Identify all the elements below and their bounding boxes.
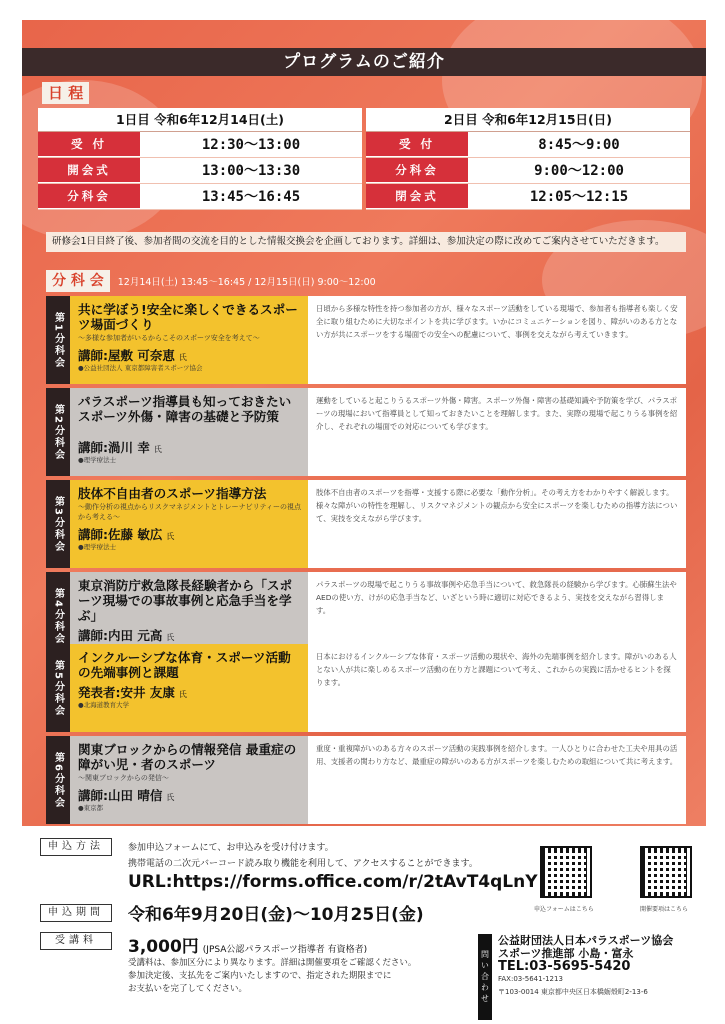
fee-text-2: 参加決定後、支払先をご案内いたしますので、指定された期限までに — [128, 971, 392, 981]
speaker-honorific: 氏 — [178, 353, 187, 362]
row-label: 閉会式 — [366, 184, 468, 209]
program-panel — [22, 20, 706, 826]
session-5 — [46, 644, 686, 732]
speaker-honorific: 氏 — [166, 633, 175, 642]
day2-box — [366, 108, 690, 210]
fee-text-1: 受講料は、参加区分により異なります。詳細は開催要項をご確認ください。 — [128, 958, 417, 968]
session-title: 関東ブロックからの情報発信 最重症の障がい児・者のスポーツ — [78, 742, 297, 772]
day1-box — [38, 108, 362, 210]
day1-header: 1日目 令和6年12月14日(土) — [38, 108, 362, 132]
session-number: 第1分科会 — [46, 296, 70, 384]
contact-info — [498, 934, 673, 999]
speaker-honorific: 氏 — [166, 532, 175, 541]
session-number: 第5分科会 — [46, 644, 70, 732]
session-title: 肢体不自由者のスポーツ指導方法 — [78, 486, 267, 501]
session-description: 運動をしていると起こりうるスポーツ外傷・障害。スポーツ外傷・障害の基礎知識や予防策を学び、パラスポーツの現場において指導員として知っておきたいことを理解します。また、実際の現場で起こりうる事例を紹介し、それぞれの場面での対応についても学びます。 — [308, 388, 686, 476]
day2-row — [366, 184, 690, 210]
schedule-label: 日 程 — [42, 82, 89, 104]
session-number: 第2分科会 — [46, 388, 70, 476]
contact-org: 公益財団法人日本パラスポーツ協会 — [498, 934, 674, 947]
row-label: 受 付 — [38, 132, 140, 157]
session-speaker — [78, 346, 302, 364]
session-title: 東京消防庁救急隊長経験者から「スポーツ現場での事故事例と応急手当を学ぶ」 — [78, 578, 293, 623]
day2-row — [366, 132, 690, 158]
qr-caption-form: 申込フォームはこちら — [534, 906, 594, 913]
session-description: パラスポーツの現場で起こりうる事故事例や応急手当について、救急隊長の経験から学びます。心肺蘇生法やAEDの使い方、けがの応急手当など、いざという時に適切に対応できるよう、実技を交えながら習得します。 — [308, 572, 686, 660]
period-label: 申込期間 — [40, 904, 112, 922]
contact-address: 〒103-0014 東京都中央区日本橋蛎殻町2-13-6 — [498, 988, 648, 996]
bunkakai-schedule: 12月14日(土) 13:45〜16:45 / 12月15日(日) 9:00〜12:00 — [117, 277, 376, 288]
session-speaker — [78, 786, 302, 804]
day1-row — [38, 132, 362, 158]
row-label: 開会式 — [38, 158, 140, 183]
session-speaker — [78, 438, 302, 456]
speaker-affiliation: ●北海道教育大学 — [78, 701, 130, 709]
bunkakai-header — [46, 270, 376, 292]
contact-tel: TEL:03-5695-5420 — [498, 959, 631, 974]
application-url-link[interactable]: URL:https://forms.office.com/r/2tAvT4qLnY — [128, 872, 538, 892]
session-2 — [46, 388, 686, 476]
row-time: 13:00〜13:30 — [201, 163, 301, 179]
row-time: 12:30〜13:00 — [201, 137, 301, 153]
session-speaker — [78, 683, 302, 701]
session-info — [70, 644, 308, 732]
session-number: 第6分科会 — [46, 736, 70, 824]
session-speaker — [78, 525, 302, 543]
contact-fax: FAX:03-5641-1213 — [498, 975, 563, 983]
application-section — [0, 828, 725, 1024]
row-label: 分科会 — [366, 158, 468, 183]
speaker-name: 講師:渦川 幸 — [78, 440, 150, 455]
fee — [128, 932, 367, 957]
speaker-affiliation: ●理学療法士 — [78, 456, 117, 464]
speaker-name: 講師:佐藤 敏広 — [78, 527, 163, 542]
method-label: 申込方法 — [40, 838, 112, 856]
qr-code-form[interactable] — [540, 846, 592, 898]
session-description: 日頃から多様な特性を持つ参加者の方が、様々なスポーツ活動をしている現場で、参加者も指導者も楽しく安全に取り組むために大切なポイントを共に学びます。いかにコミュニケーションを図り、障がいのある方とない方が共にスポーツをする場面での安全への配慮について、事例を交えながら考えていきます。 — [308, 296, 686, 384]
session-title: パラスポーツ指導員も知っておきたいスポーツ外傷・障害の基礎と予防策 — [78, 394, 292, 424]
row-time: 8:45〜9:00 — [538, 137, 620, 153]
session-3 — [46, 480, 686, 568]
session-subtitle: 〜動作分析の視点からリスクマネジメントとトレーナビリティーの視点から考える〜 — [78, 503, 301, 521]
session-description: 肢体不自由者のスポーツを指導・支援する際に必要な「動作分析」。その考え方をわかりやすく解説します。様々な障がいの特性を理解し、リスクマネジメントの観点から安全にスポーツを楽しむための指導方法について、実技を交えながら学びます。 — [308, 480, 686, 568]
qr-code-guidelines[interactable] — [640, 846, 692, 898]
session-info — [70, 736, 308, 824]
session-speaker — [78, 626, 302, 644]
contact-dept: スポーツ推進部 小島・富永 — [498, 947, 634, 960]
session-description: 重度・重複障がいのある方々のスポーツ活動の実践事例を紹介します。一人ひとりに合わせた工夫や用具の活用、支援者の関わり方など、最重症の障がいのある方がスポーツを楽しむための取組について共に考えます。 — [308, 736, 686, 824]
row-time: 9:00〜12:00 — [534, 163, 624, 179]
fee-amount: 3,000円 — [128, 937, 199, 957]
speaker-name: 発表者:安井 友康 — [78, 685, 175, 700]
day2-row — [366, 158, 690, 184]
fee-text-3: お支払いを完了してください。 — [128, 984, 248, 994]
fee-note: (JPSA公認パラスポーツ指導者 有資格者) — [202, 945, 368, 955]
session-info — [70, 296, 308, 384]
session-subtitle: 〜関東ブロックからの発信〜 — [78, 774, 169, 782]
bunkakai-label: 分 科 会 — [46, 270, 110, 292]
row-label: 受 付 — [366, 132, 468, 157]
session-description: 日本におけるインクルーシブな体育・スポーツ活動の現状や、海外の先端事例を紹介します。障がいのある人とない人が共に楽しめるスポーツ活動の在り方と課題について考え、これからの実践に活かせるヒントを探ります。 — [308, 644, 686, 732]
speaker-name: 講師:屋敷 可奈恵 — [78, 348, 175, 363]
row-label: 分科会 — [38, 184, 140, 209]
session-number: 第4分科会 — [46, 572, 70, 660]
method-text-2: 携帯電話の二次元バーコード読み取り機能を利用して、アクセスすることができます。 — [128, 859, 478, 869]
speaker-affiliation: ●東京都 — [78, 804, 104, 812]
speaker-honorific: 氏 — [166, 793, 175, 802]
session-1 — [46, 296, 686, 384]
session-6 — [46, 736, 686, 824]
session-title: インクルーシブな体育・スポーツ活動の先端事例と課題 — [78, 650, 291, 680]
session-title: 共に学ぼう!安全に楽しくできるスポーツ場面づくり — [78, 302, 298, 332]
speaker-name: 講師:内田 元高 — [78, 628, 163, 643]
schedule-note: 研修会1日目終了後、参加者間の交流を目的とした情報交換会を企画しております。詳細は、参加決定の際に改めてご案内させていただきます。 — [46, 232, 686, 252]
program-title: プログラムのご紹介 — [22, 48, 706, 76]
session-info — [70, 480, 308, 568]
speaker-affiliation: ●公益社団法人 東京都障害者スポーツ協会 — [78, 364, 203, 372]
speaker-honorific: 氏 — [153, 445, 162, 454]
day1-row — [38, 158, 362, 184]
session-info — [70, 388, 308, 476]
contact-tag: 問い合わせ — [478, 934, 492, 1020]
row-time: 13:45〜16:45 — [201, 189, 301, 205]
speaker-name: 講師:山田 晴信 — [78, 788, 163, 803]
fee-label: 受講料 — [40, 932, 112, 950]
method-text-1: 参加申込フォームにて、お申込みを受け付けます。 — [128, 843, 334, 853]
row-time: 12:05〜12:15 — [529, 189, 629, 205]
day2-header: 2日目 令和6年12月15日(日) — [366, 108, 690, 132]
qr-caption-guidelines: 開催要項はこちら — [640, 906, 689, 913]
speaker-honorific: 氏 — [178, 690, 187, 699]
day1-row — [38, 184, 362, 210]
speaker-affiliation: ●理学療法士 — [78, 543, 117, 551]
session-subtitle: 〜多様な参加者がいるからこそのスポーツ安全を考えて〜 — [78, 334, 260, 342]
application-period: 令和6年9月20日(金)〜10月25日(金) — [128, 905, 424, 925]
session-number: 第3分科会 — [46, 480, 70, 568]
